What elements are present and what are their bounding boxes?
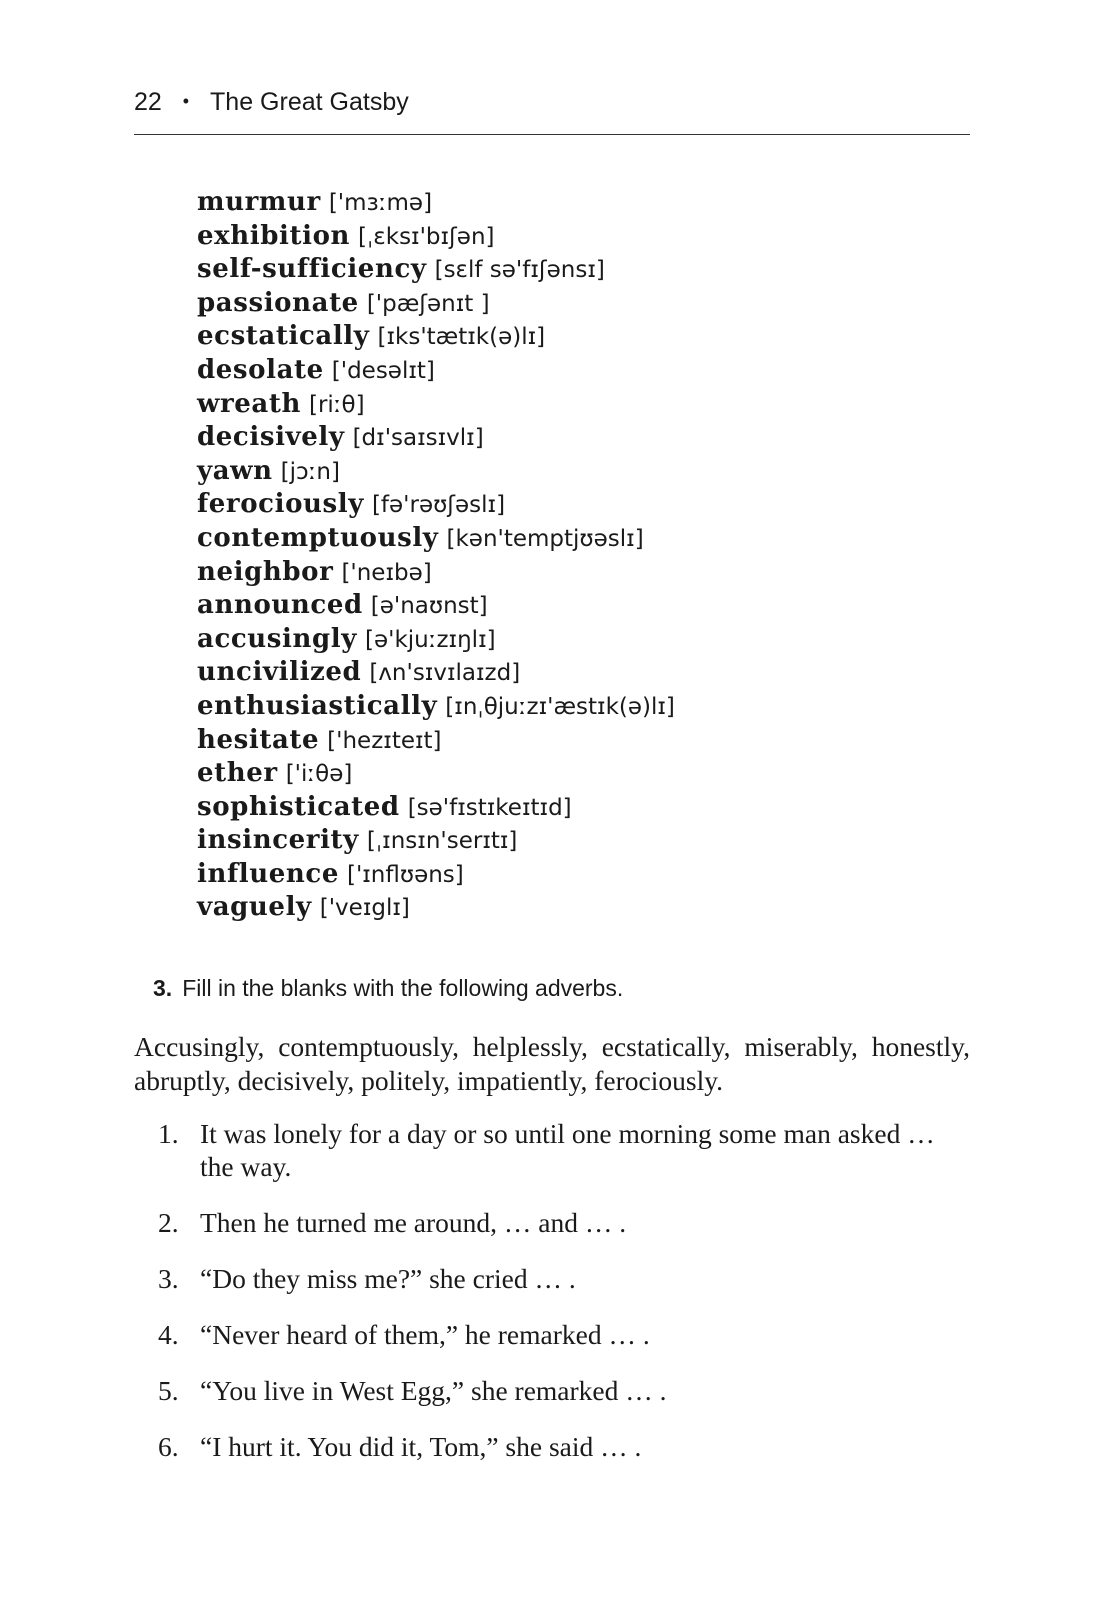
- vocab-transcription: [fə'rəʊʃəslɪ]: [371, 492, 506, 519]
- vocab-entry: [197, 757, 675, 791]
- running-header: [134, 88, 970, 135]
- vocab-word: exhibition: [197, 220, 351, 251]
- item-text: “Do they miss me?” she cried … .: [200, 1263, 576, 1294]
- vocab-entry: [197, 522, 675, 556]
- vocab-entry: [197, 455, 675, 489]
- item-number: 6.: [158, 1431, 179, 1462]
- vocab-word: ether: [197, 758, 278, 789]
- exercise-item: [134, 1117, 970, 1183]
- vocab-transcription: ['iːθə]: [285, 761, 353, 788]
- vocab-word: murmur: [197, 187, 321, 217]
- vocab-word: uncivilized: [197, 657, 362, 688]
- vocab-entry: [197, 589, 675, 623]
- vocab-entry: [197, 320, 675, 354]
- item-number: 2.: [158, 1207, 179, 1238]
- vocab-transcription: ['hezɪteɪt]: [327, 727, 442, 754]
- vocab-word: ferociously: [197, 489, 364, 520]
- vocab-word: accusingly: [197, 623, 357, 654]
- vocab-transcription: ['ɪnflʊəns]: [346, 861, 464, 888]
- item-text: “Never heard of them,” he remarked … .: [200, 1319, 650, 1350]
- vocab-transcription: [ə'naʊnst]: [370, 593, 488, 620]
- vocab-word: sophisticated: [197, 791, 400, 822]
- item-number: 1.: [158, 1118, 179, 1149]
- vocab-entry: [197, 421, 675, 455]
- vocab-transcription: [ʌn'sɪvɪlaɪzd]: [369, 660, 521, 687]
- vocab-transcription: [ˌɛksɪ'bɪʃən]: [358, 223, 495, 250]
- vocab-transcription: ['desəlɪt]: [331, 357, 435, 384]
- vocab-word: ecstatically: [197, 321, 370, 352]
- vocab-entry: [197, 824, 675, 858]
- vocab-word: insincerity: [197, 825, 359, 856]
- exercise-item: [134, 1318, 970, 1351]
- item-number: 4.: [158, 1319, 179, 1350]
- exercise-items: [134, 1117, 970, 1486]
- vocab-word: announced: [197, 590, 363, 621]
- vocab-entry: [197, 724, 675, 758]
- item-text: “You live in West Egg,” she remarked … .: [200, 1375, 667, 1406]
- vocab-transcription: [ˌɪnsɪn'serɪtɪ]: [366, 828, 518, 855]
- vocab-entry: [197, 891, 675, 925]
- exercise-item: [134, 1262, 970, 1295]
- item-number: 3.: [158, 1263, 179, 1294]
- vocab-word: self-sufficiency: [197, 254, 427, 285]
- vocab-word: contemptuously: [197, 522, 439, 553]
- vocab-entry: [197, 556, 675, 590]
- item-text: Then he turned me around, … and … .: [200, 1207, 627, 1238]
- vocab-entry: [197, 690, 675, 724]
- vocab-word: yawn: [197, 455, 273, 486]
- vocab-word: passionate: [197, 287, 359, 318]
- item-text: It was lonely for a day or so until one morning some man asked … the way.: [200, 1118, 935, 1182]
- exercise-number: 3.: [153, 975, 173, 1001]
- vocab-entry: [197, 656, 675, 690]
- vocab-entry: [197, 253, 675, 287]
- vocab-word: hesitate: [197, 724, 320, 755]
- page-number: 22: [134, 88, 162, 116]
- vocab-transcription: ['veɪglɪ]: [319, 895, 410, 922]
- vocab-word: enthusiastically: [197, 690, 438, 721]
- adverbs-list: Accusingly, contemptuously, helplessly, ecstatically, miserably, honestly, abruptly, decisively, politely, impatiently, ferociously.: [134, 1031, 970, 1096]
- vocab-word: decisively: [197, 422, 345, 453]
- vocab-transcription: [dɪ'saɪsɪvlɪ]: [352, 425, 484, 452]
- item-number: 5.: [158, 1375, 179, 1406]
- exercise-item: [134, 1374, 970, 1407]
- vocab-entry: [197, 354, 675, 388]
- vocab-transcription: [ɪnˌθjuːzɪ'æstɪk(ə)lɪ]: [445, 693, 675, 720]
- vocab-entry: [197, 791, 675, 825]
- vocab-entry: [197, 186, 675, 220]
- vocab-transcription: [sɛlf sə'fɪʃənsɪ]: [434, 257, 605, 284]
- vocab-word: desolate: [197, 354, 324, 385]
- vocab-word: influence: [197, 858, 339, 889]
- book-title: The Great Gatsby: [210, 88, 409, 116]
- vocab-transcription: [ə'kjuːzɪŋlɪ]: [365, 626, 496, 653]
- vocab-entry: [197, 388, 675, 422]
- vocab-word: neighbor: [197, 556, 334, 587]
- vocab-entry: [197, 220, 675, 254]
- exercise-item: [134, 1206, 970, 1239]
- vocab-transcription: ['pæʃənɪt ]: [366, 290, 490, 317]
- vocab-transcription: ['neɪbə]: [341, 559, 432, 586]
- vocab-entry: [197, 623, 675, 657]
- vocab-word: wreath: [197, 388, 301, 419]
- vocab-transcription: [kən'temptjʊəslɪ]: [446, 525, 644, 552]
- exercise-item: [134, 1430, 970, 1463]
- vocab-entry: [197, 287, 675, 321]
- vocabulary-list: [197, 186, 675, 925]
- vocab-transcription: [ɪks'tætɪk(ə)lɪ]: [377, 324, 546, 351]
- vocab-entry: [197, 488, 675, 522]
- header-bullet: •: [182, 91, 190, 111]
- vocab-entry: [197, 858, 675, 892]
- exercise-heading: [153, 975, 623, 1002]
- vocab-word: vaguely: [197, 892, 312, 923]
- vocab-transcription: [jɔːn]: [280, 458, 340, 485]
- item-text: “I hurt it. You did it, Tom,” she said … .: [200, 1431, 642, 1462]
- vocab-transcription: [sə'fɪstɪkeɪtɪd]: [407, 794, 572, 821]
- vocab-transcription: [riːθ]: [308, 391, 365, 418]
- vocab-transcription: ['mɜːmə]: [328, 190, 433, 216]
- exercise-instruction: Fill in the blanks with the following adverbs.: [182, 975, 624, 1001]
